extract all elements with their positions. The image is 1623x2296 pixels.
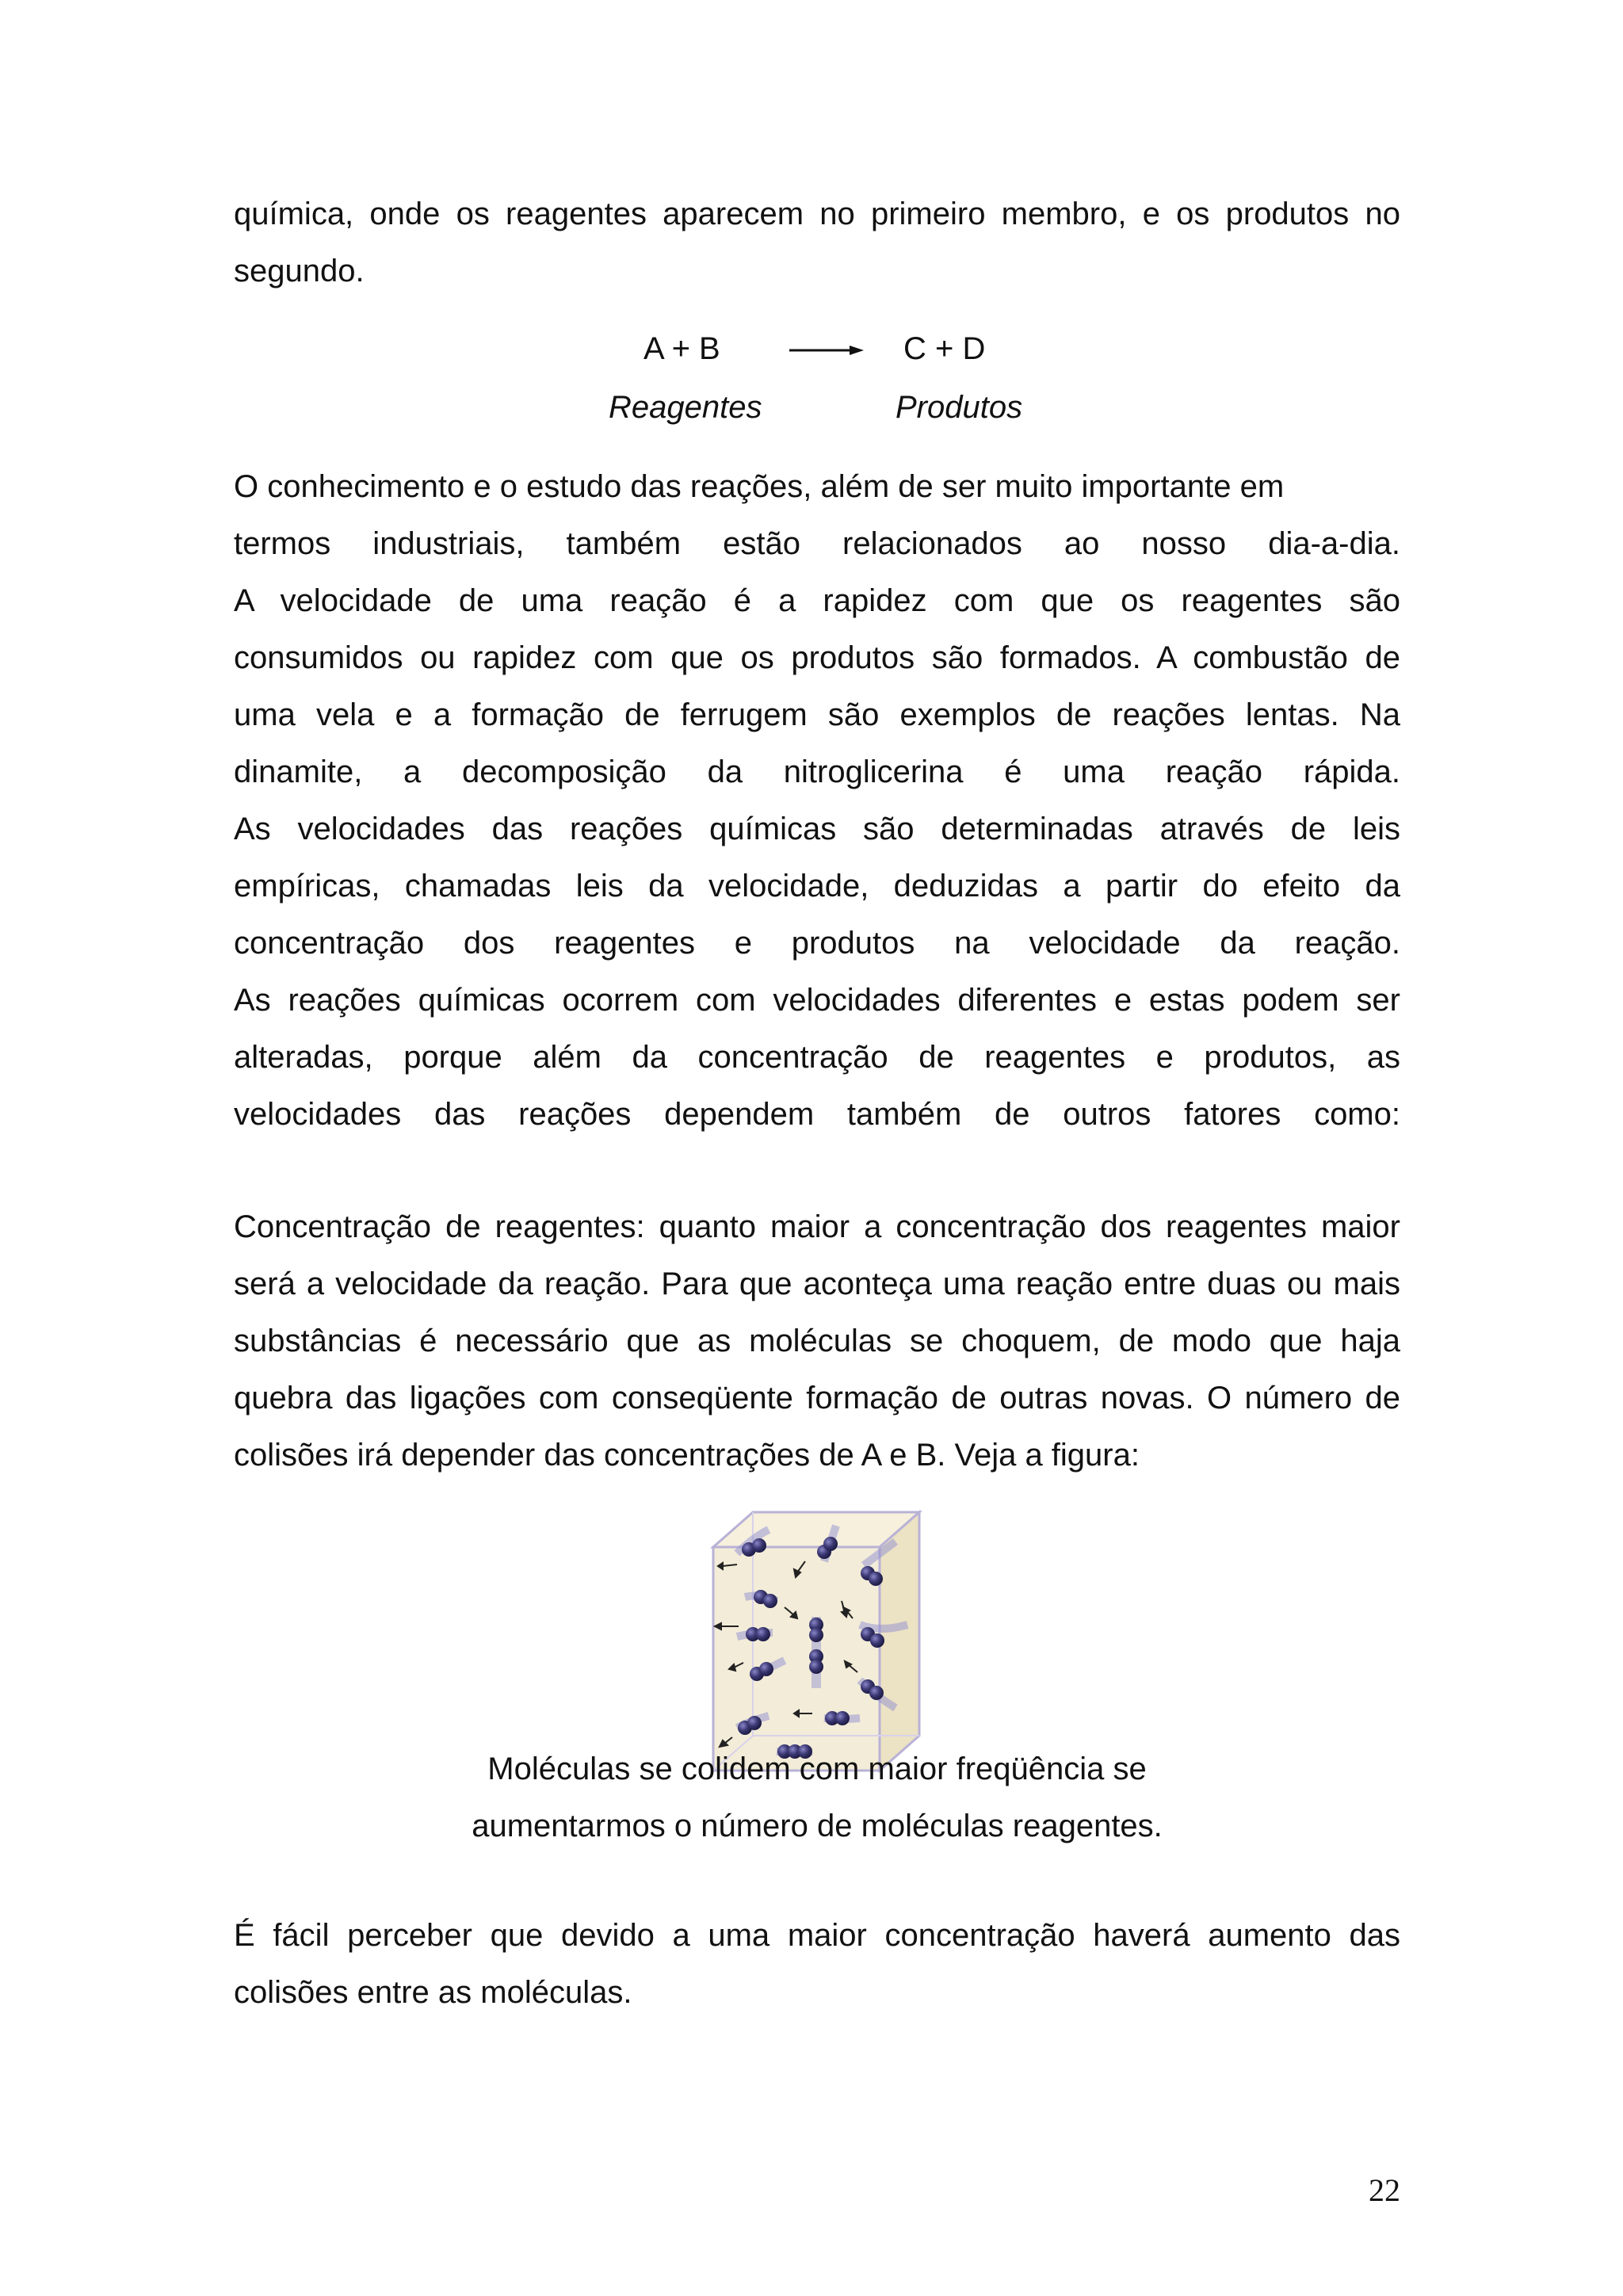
main-line: consumidos ou rapidez com que os produtos são formados. A combustão de: [234, 640, 1400, 675]
main-line: alteradas, porque além da concentração de reagentes e produtos, as: [234, 1040, 1400, 1075]
equation-reactants: A + B: [643, 331, 720, 366]
main-line: O conhecimento e o estudo das reações, além de ser muito importante em: [234, 469, 1285, 504]
main-line: A velocidade de uma reação é a rapidez com que os reagentes são: [234, 583, 1400, 618]
label-products: Produtos: [896, 390, 1023, 425]
figure-caption-line1: Moléculas se colidem com maior freqüência se: [487, 1752, 1147, 1786]
main-line: uma vela e a formação de ferrugem são exemplos de reações lentas. Na: [234, 697, 1400, 732]
main-line: As velocidades das reações químicas são determinadas através de leis: [234, 812, 1400, 846]
main-line: velocidades das reações dependem também de outros fatores como:: [234, 1097, 1400, 1132]
concentration-paragraph: Concentração de reagentes: quanto maior a concentração dos reagentes maior será a velocidade da reação. Para que aconteça uma reação entre duas ou mais substâncias é necessário que as moléculas se choquem, de modo que haja quebra das ligações com conseqüente formação de outras novas. O número de colisões irá depender das concentrações de A e B. Veja a figura:: [234, 1209, 1400, 1473]
molecule-collision-figure: [705, 1506, 927, 1775]
intro-paragraph: química, onde os reagentes aparecem no primeiro membro, e os produtos no segundo.: [234, 197, 1400, 288]
reaction-arrow-icon: [789, 342, 869, 358]
page-number: 22: [1369, 2172, 1400, 2208]
figure-caption-line2: aumentarmos o número de moléculas reagentes.: [472, 1809, 1163, 1843]
main-line: dinamite, a decomposição da nitroglicerina é uma reação rápida.: [234, 755, 1400, 789]
main-line: As reações químicas ocorrem com velocidades diferentes e estas podem ser: [234, 983, 1400, 1018]
conclusion-paragraph: É fácil perceber que devido a uma maior concentração haverá aumento das colisões entre as moléculas.: [234, 1918, 1400, 2010]
main-line: concentração dos reagentes e produtos na velocidade da reação.: [234, 926, 1400, 961]
equation-products: C + D: [903, 331, 986, 366]
main-line: termos industriais, também estão relacionados ao nosso dia-a-dia.: [234, 526, 1400, 561]
main-line: empíricas, chamadas leis da velocidade, deduzidas a partir do efeito da: [234, 869, 1400, 904]
label-reactants: Reagentes: [609, 390, 762, 425]
